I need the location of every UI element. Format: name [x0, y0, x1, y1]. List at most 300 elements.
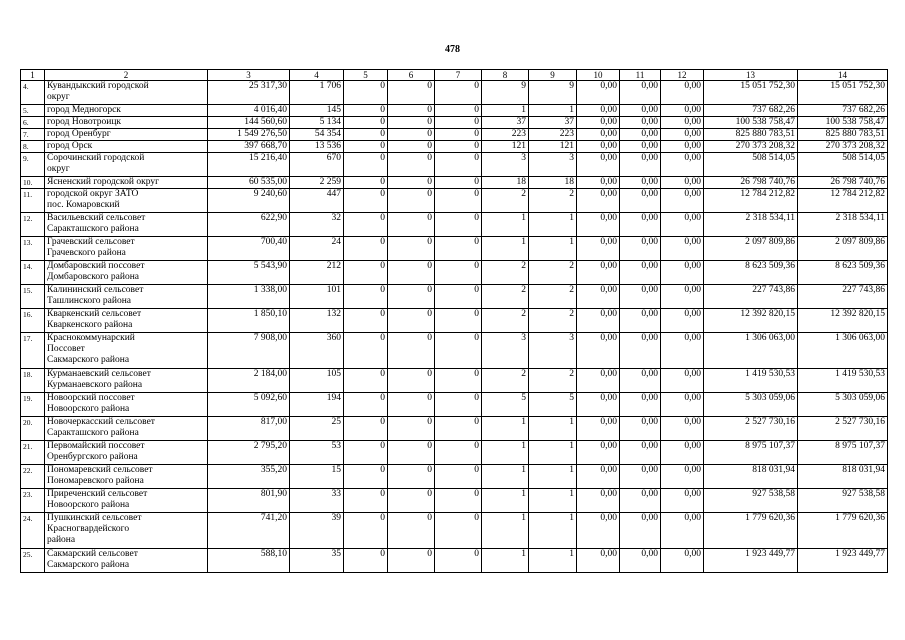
municipality-name [45, 333, 208, 369]
value-cell-col-6: 0 [388, 441, 435, 465]
value-cell-col-8: 1 [482, 213, 529, 237]
municipality-name [45, 213, 208, 237]
table-row [21, 393, 888, 417]
value-cell-col-4: 2 259 [290, 177, 344, 189]
value-cell-col-9: 9 [529, 81, 577, 105]
value-cell-col-13: 2 527 730,16 [704, 417, 798, 441]
municipality-name-line: Сакмарский сельсовет [47, 549, 138, 559]
municipality-name [45, 465, 208, 489]
header-row [21, 70, 888, 81]
value-cell-col-9: 1 [529, 465, 577, 489]
value-cell-col-5: 0 [344, 465, 388, 489]
row-number: 16. [21, 309, 45, 333]
value-cell-col-7: 0 [435, 309, 482, 333]
table-row [21, 417, 888, 441]
municipality-name-line: город Оренбург [47, 129, 111, 139]
value-cell-col-12: 0,00 [661, 141, 704, 153]
row-number: 5. [21, 105, 45, 117]
value-cell-col-9: 3 [529, 153, 577, 177]
table-row [21, 261, 888, 285]
table-row [21, 105, 888, 117]
value-cell-col-11: 0,00 [620, 177, 661, 189]
table-row [21, 213, 888, 237]
value-cell-col-4: 24 [290, 237, 344, 261]
value-cell-col-13: 1 419 530,53 [704, 369, 798, 393]
value-cell-col-13: 26 798 740,76 [704, 177, 798, 189]
value-cell-col-7: 0 [435, 189, 482, 213]
page-number: 478 [445, 44, 460, 55]
value-cell-col-10: 0,00 [577, 465, 620, 489]
value-cell-col-6: 0 [388, 129, 435, 141]
value-cell-col-4: 32 [290, 213, 344, 237]
value-cell-col-3: 1 338,00 [208, 285, 290, 309]
value-cell-col-12: 0,00 [661, 549, 704, 573]
municipality-name-line: город Орск [47, 141, 93, 151]
municipality-name-line: Грачевского района [47, 248, 126, 258]
municipality-name-line: Домбаровский поссовет [47, 261, 145, 271]
value-cell-col-7: 0 [435, 153, 482, 177]
municipality-name [45, 189, 208, 213]
value-cell-col-7: 0 [435, 285, 482, 309]
municipality-name-line: Пономаревский сельсовет [47, 465, 153, 475]
value-cell-col-11: 0,00 [620, 369, 661, 393]
value-cell-col-7: 0 [435, 417, 482, 441]
municipality-name [45, 393, 208, 417]
municipality-name [45, 261, 208, 285]
municipality-name-line: Кувандыкский городской [47, 81, 149, 91]
municipality-name-line: Сакмарского района [47, 355, 130, 365]
value-cell-col-14: 5 303 059,06 [798, 393, 888, 417]
municipality-name-line: Саракташского района [47, 428, 139, 438]
value-cell-col-4: 670 [290, 153, 344, 177]
municipality-name [45, 489, 208, 513]
table-row [21, 189, 888, 213]
value-cell-col-4: 39 [290, 513, 344, 549]
value-cell-col-13: 270 373 208,32 [704, 141, 798, 153]
header-cell: 9 [529, 70, 577, 81]
value-cell-col-10: 0,00 [577, 441, 620, 465]
value-cell-col-5: 0 [344, 189, 388, 213]
municipality-name [45, 309, 208, 333]
value-cell-col-5: 0 [344, 393, 388, 417]
value-cell-col-8: 3 [482, 153, 529, 177]
municipality-name-line: город Медногорск [47, 105, 121, 115]
header-cell: 12 [661, 70, 704, 81]
value-cell-col-10: 0,00 [577, 285, 620, 309]
value-cell-col-7: 0 [435, 117, 482, 129]
municipality-name [45, 369, 208, 393]
value-cell-col-8: 1 [482, 549, 529, 573]
value-cell-col-5: 0 [344, 177, 388, 189]
value-cell-col-14: 1 419 530,53 [798, 369, 888, 393]
value-cell-col-3: 622,90 [208, 213, 290, 237]
value-cell-col-3: 1 850,10 [208, 309, 290, 333]
value-cell-col-3: 15 216,40 [208, 153, 290, 177]
value-cell-col-5: 0 [344, 261, 388, 285]
value-cell-col-11: 0,00 [620, 153, 661, 177]
value-cell-col-12: 0,00 [661, 465, 704, 489]
value-cell-col-6: 0 [388, 81, 435, 105]
table-row [21, 441, 888, 465]
value-cell-col-10: 0,00 [577, 177, 620, 189]
value-cell-col-5: 0 [344, 333, 388, 369]
value-cell-col-3: 144 560,60 [208, 117, 290, 129]
value-cell-col-5: 0 [344, 237, 388, 261]
value-cell-col-12: 0,00 [661, 153, 704, 177]
municipality-name-line: округ [47, 92, 70, 102]
value-cell-col-9: 1 [529, 549, 577, 573]
value-cell-col-14: 100 538 758,47 [798, 117, 888, 129]
value-cell-col-11: 0,00 [620, 261, 661, 285]
value-cell-col-12: 0,00 [661, 513, 704, 549]
value-cell-col-12: 0,00 [661, 177, 704, 189]
municipality-name [45, 549, 208, 573]
municipality-name [45, 105, 208, 117]
value-cell-col-9: 121 [529, 141, 577, 153]
value-cell-col-9: 3 [529, 333, 577, 369]
value-cell-col-8: 5 [482, 393, 529, 417]
value-cell-col-11: 0,00 [620, 129, 661, 141]
value-cell-col-3: 5 543,90 [208, 261, 290, 285]
value-cell-col-6: 0 [388, 513, 435, 549]
value-cell-col-10: 0,00 [577, 549, 620, 573]
row-number: 9. [21, 153, 45, 177]
value-cell-col-10: 0,00 [577, 369, 620, 393]
header-cell: 14 [798, 70, 888, 81]
value-cell-col-8: 1 [482, 417, 529, 441]
municipality-name-line: Калининский сельсовет [47, 285, 144, 295]
value-cell-col-4: 35 [290, 549, 344, 573]
value-cell-col-6: 0 [388, 285, 435, 309]
value-cell-col-3: 4 016,40 [208, 105, 290, 117]
value-cell-col-13: 12 784 212,82 [704, 189, 798, 213]
value-cell-col-13: 737 682,26 [704, 105, 798, 117]
value-cell-col-9: 1 [529, 105, 577, 117]
value-cell-col-11: 0,00 [620, 513, 661, 549]
municipality-name-line: Пушкинский сельсовет [47, 513, 142, 523]
value-cell-col-11: 0,00 [620, 117, 661, 129]
value-cell-col-3: 588,10 [208, 549, 290, 573]
value-cell-col-13: 818 031,94 [704, 465, 798, 489]
municipality-name-line: городской округ ЗАТО [47, 189, 139, 199]
municipality-name [45, 513, 208, 549]
value-cell-col-9: 2 [529, 309, 577, 333]
table-row [21, 489, 888, 513]
value-cell-col-5: 0 [344, 441, 388, 465]
value-cell-col-7: 0 [435, 141, 482, 153]
value-cell-col-7: 0 [435, 129, 482, 141]
value-cell-col-10: 0,00 [577, 333, 620, 369]
value-cell-col-10: 0,00 [577, 513, 620, 549]
header-cell: 11 [620, 70, 661, 81]
value-cell-col-3: 25 317,30 [208, 81, 290, 105]
value-cell-col-5: 0 [344, 489, 388, 513]
value-cell-col-3: 2 795,20 [208, 441, 290, 465]
value-cell-col-4: 33 [290, 489, 344, 513]
value-cell-col-6: 0 [388, 153, 435, 177]
value-cell-col-4: 101 [290, 285, 344, 309]
value-cell-col-8: 3 [482, 333, 529, 369]
value-cell-col-4: 132 [290, 309, 344, 333]
value-cell-col-7: 0 [435, 393, 482, 417]
table-row [21, 177, 888, 189]
row-number: 22. [21, 465, 45, 489]
table-row [21, 141, 888, 153]
value-cell-col-4: 25 [290, 417, 344, 441]
value-cell-col-12: 0,00 [661, 393, 704, 417]
value-cell-col-12: 0,00 [661, 237, 704, 261]
municipality-name [45, 117, 208, 129]
value-cell-col-7: 0 [435, 465, 482, 489]
value-cell-col-8: 121 [482, 141, 529, 153]
municipality-name-line: Приреченский сельсовет [47, 489, 148, 499]
value-cell-col-8: 1 [482, 237, 529, 261]
header-cell: 6 [388, 70, 435, 81]
value-cell-col-9: 223 [529, 129, 577, 141]
value-cell-col-9: 1 [529, 441, 577, 465]
value-cell-col-7: 0 [435, 81, 482, 105]
value-cell-col-9: 5 [529, 393, 577, 417]
value-cell-col-6: 0 [388, 213, 435, 237]
value-cell-col-10: 0,00 [577, 129, 620, 141]
value-cell-col-8: 223 [482, 129, 529, 141]
value-cell-col-12: 0,00 [661, 261, 704, 285]
row-number: 25. [21, 549, 45, 573]
municipality-name [45, 237, 208, 261]
value-cell-col-9: 1 [529, 237, 577, 261]
municipality-name [45, 177, 208, 189]
value-cell-col-5: 0 [344, 153, 388, 177]
value-cell-col-7: 0 [435, 333, 482, 369]
value-cell-col-14: 12 392 820,15 [798, 309, 888, 333]
municipality-name-line: город Новотроицк [47, 117, 122, 127]
data-table [20, 69, 888, 573]
row-number: 17. [21, 333, 45, 369]
value-cell-col-5: 0 [344, 417, 388, 441]
municipality-name [45, 141, 208, 153]
value-cell-col-13: 508 514,05 [704, 153, 798, 177]
value-cell-col-12: 0,00 [661, 189, 704, 213]
value-cell-col-5: 0 [344, 285, 388, 309]
value-cell-col-3: 817,00 [208, 417, 290, 441]
value-cell-col-6: 0 [388, 549, 435, 573]
municipality-name-line: Домбаровского района [47, 272, 140, 282]
municipality-name [45, 129, 208, 141]
value-cell-col-8: 18 [482, 177, 529, 189]
value-cell-col-9: 1 [529, 213, 577, 237]
value-cell-col-14: 818 031,94 [798, 465, 888, 489]
municipality-name-line: Сакмарского района [47, 560, 130, 570]
table-row [21, 129, 888, 141]
value-cell-col-13: 8 623 509,36 [704, 261, 798, 285]
value-cell-col-8: 1 [482, 489, 529, 513]
value-cell-col-3: 7 908,00 [208, 333, 290, 369]
municipality-name-line: Курманаевский сельсовет [47, 369, 151, 379]
value-cell-col-5: 0 [344, 105, 388, 117]
value-cell-col-11: 0,00 [620, 465, 661, 489]
value-cell-col-6: 0 [388, 369, 435, 393]
value-cell-col-14: 26 798 740,76 [798, 177, 888, 189]
value-cell-col-8: 1 [482, 513, 529, 549]
municipality-name-line: Пономаревского района [47, 476, 144, 486]
municipality-name-line: Саракташского района [47, 224, 139, 234]
value-cell-col-11: 0,00 [620, 309, 661, 333]
table-row [21, 513, 888, 549]
value-cell-col-12: 0,00 [661, 81, 704, 105]
row-number: 11. [21, 189, 45, 213]
header-cell: 8 [482, 70, 529, 81]
municipality-name-line: Оренбургского района [47, 452, 138, 462]
value-cell-col-10: 0,00 [577, 189, 620, 213]
value-cell-col-12: 0,00 [661, 117, 704, 129]
table-row [21, 153, 888, 177]
municipality-name [45, 285, 208, 309]
value-cell-col-13: 2 318 534,11 [704, 213, 798, 237]
value-cell-col-5: 0 [344, 81, 388, 105]
value-cell-col-11: 0,00 [620, 489, 661, 513]
value-cell-col-9: 1 [529, 417, 577, 441]
value-cell-col-7: 0 [435, 105, 482, 117]
table-row [21, 369, 888, 393]
header-cell: 13 [704, 70, 798, 81]
value-cell-col-13: 8 975 107,37 [704, 441, 798, 465]
value-cell-col-12: 0,00 [661, 441, 704, 465]
value-cell-col-4: 54 354 [290, 129, 344, 141]
value-cell-col-8: 2 [482, 309, 529, 333]
municipality-name-line: округ [47, 164, 70, 174]
value-cell-col-6: 0 [388, 261, 435, 285]
value-cell-col-11: 0,00 [620, 549, 661, 573]
municipality-name-line: Ташлинского района [47, 296, 131, 306]
header-cell: 10 [577, 70, 620, 81]
value-cell-col-5: 0 [344, 129, 388, 141]
value-cell-col-14: 1 779 620,36 [798, 513, 888, 549]
table-row [21, 549, 888, 573]
value-cell-col-14: 227 743,86 [798, 285, 888, 309]
value-cell-col-10: 0,00 [577, 153, 620, 177]
municipality-name-line: Новочеркасский сельсовет [47, 417, 155, 427]
value-cell-col-6: 0 [388, 489, 435, 513]
value-cell-col-10: 0,00 [577, 309, 620, 333]
value-cell-col-12: 0,00 [661, 417, 704, 441]
value-cell-col-3: 397 668,70 [208, 141, 290, 153]
value-cell-col-11: 0,00 [620, 237, 661, 261]
value-cell-col-14: 927 538,58 [798, 489, 888, 513]
value-cell-col-5: 0 [344, 513, 388, 549]
value-cell-col-12: 0,00 [661, 213, 704, 237]
value-cell-col-5: 0 [344, 141, 388, 153]
value-cell-col-4: 13 536 [290, 141, 344, 153]
value-cell-col-4: 360 [290, 333, 344, 369]
value-cell-col-7: 0 [435, 489, 482, 513]
row-number: 7. [21, 129, 45, 141]
value-cell-col-8: 1 [482, 465, 529, 489]
header-cell: 1 [21, 70, 45, 81]
value-cell-col-12: 0,00 [661, 309, 704, 333]
value-cell-col-7: 0 [435, 237, 482, 261]
value-cell-col-3: 2 184,00 [208, 369, 290, 393]
value-cell-col-8: 1 [482, 441, 529, 465]
value-cell-col-5: 0 [344, 117, 388, 129]
value-cell-col-14: 737 682,26 [798, 105, 888, 117]
municipality-name-line: Сорочинский городской [47, 153, 145, 163]
value-cell-col-11: 0,00 [620, 285, 661, 309]
value-cell-col-9: 18 [529, 177, 577, 189]
municipality-name-line: Первомайский поссовет [47, 441, 145, 451]
value-cell-col-5: 0 [344, 309, 388, 333]
row-number: 12. [21, 213, 45, 237]
value-cell-col-7: 0 [435, 261, 482, 285]
value-cell-col-10: 0,00 [577, 105, 620, 117]
value-cell-col-9: 1 [529, 513, 577, 549]
value-cell-col-7: 0 [435, 513, 482, 549]
value-cell-col-5: 0 [344, 549, 388, 573]
value-cell-col-4: 105 [290, 369, 344, 393]
header-cell: 5 [344, 70, 388, 81]
value-cell-col-4: 212 [290, 261, 344, 285]
value-cell-col-3: 700,40 [208, 237, 290, 261]
value-cell-col-14: 15 051 752,30 [798, 81, 888, 105]
value-cell-col-3: 60 535,00 [208, 177, 290, 189]
value-cell-col-10: 0,00 [577, 261, 620, 285]
value-cell-col-13: 927 538,58 [704, 489, 798, 513]
value-cell-col-4: 53 [290, 441, 344, 465]
value-cell-col-6: 0 [388, 141, 435, 153]
value-cell-col-14: 270 373 208,32 [798, 141, 888, 153]
municipality-name-line: Новоорского района [47, 404, 130, 414]
value-cell-col-11: 0,00 [620, 189, 661, 213]
value-cell-col-6: 0 [388, 417, 435, 441]
value-cell-col-10: 0,00 [577, 117, 620, 129]
value-cell-col-12: 0,00 [661, 129, 704, 141]
value-cell-col-13: 825 880 783,51 [704, 129, 798, 141]
municipality-name [45, 153, 208, 177]
value-cell-col-6: 0 [388, 177, 435, 189]
value-cell-col-10: 0,00 [577, 213, 620, 237]
table-row [21, 333, 888, 369]
value-cell-col-9: 1 [529, 489, 577, 513]
municipality-name-line: Ясненский городской округ [47, 177, 159, 187]
row-number: 10. [21, 177, 45, 189]
value-cell-col-9: 2 [529, 261, 577, 285]
value-cell-col-8: 2 [482, 189, 529, 213]
value-cell-col-11: 0,00 [620, 81, 661, 105]
header-cell: 4 [290, 70, 344, 81]
value-cell-col-8: 1 [482, 105, 529, 117]
value-cell-col-3: 1 549 276,50 [208, 129, 290, 141]
value-cell-col-7: 0 [435, 177, 482, 189]
value-cell-col-12: 0,00 [661, 333, 704, 369]
header-cell: 3 [208, 70, 290, 81]
value-cell-col-5: 0 [344, 369, 388, 393]
value-cell-col-12: 0,00 [661, 285, 704, 309]
table-row [21, 117, 888, 129]
municipality-name-line: Васильевский сельсовет [47, 213, 146, 223]
value-cell-col-13: 2 097 809,86 [704, 237, 798, 261]
value-cell-col-4: 194 [290, 393, 344, 417]
value-cell-col-4: 5 134 [290, 117, 344, 129]
value-cell-col-8: 2 [482, 261, 529, 285]
value-cell-col-13: 12 392 820,15 [704, 309, 798, 333]
value-cell-col-4: 15 [290, 465, 344, 489]
row-number: 23. [21, 489, 45, 513]
value-cell-col-8: 2 [482, 285, 529, 309]
value-cell-col-6: 0 [388, 465, 435, 489]
table-row [21, 237, 888, 261]
value-cell-col-8: 9 [482, 81, 529, 105]
value-cell-col-12: 0,00 [661, 105, 704, 117]
value-cell-col-14: 825 880 783,51 [798, 129, 888, 141]
